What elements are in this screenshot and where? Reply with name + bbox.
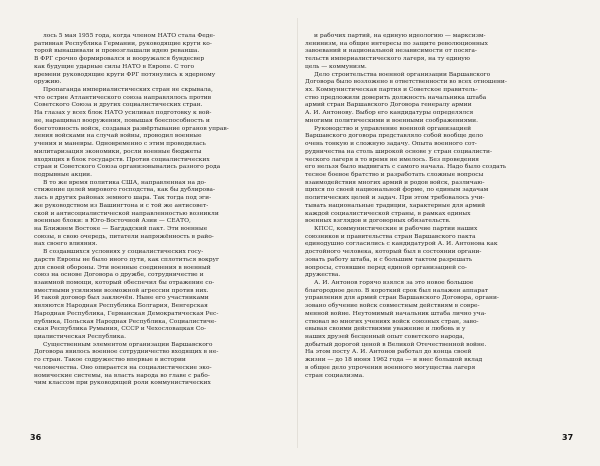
text-line: жизни — до 18 июня 1962 года — и внес большой вклад xyxy=(305,356,483,364)
text-line: евывая своими действиями уважение и любовь и у xyxy=(305,325,466,333)
text-line: дарств Европы не было иного пути, как сплотиться вокруг xyxy=(34,255,220,263)
text-line: В то же время политика США, направленная на до- xyxy=(43,178,207,186)
text-line: лось 5 мая 1955 года, когда членом НАТО стала Феде- xyxy=(43,32,215,39)
text-line: же руководством из Вашингтона и с той же антисовет- xyxy=(34,201,209,209)
text-line: Народная Республика, Германская Демократическая Рес- xyxy=(34,309,219,317)
text-line: Варшавского договора представляло собой вообще дело xyxy=(305,132,483,140)
text-line: добытый дорогой ценой в Великой Отечественной войне. xyxy=(305,340,487,348)
paragraph xyxy=(34,179,294,248)
paragraph xyxy=(34,341,294,387)
text-line: В ФРГ срочно формировался и вооружался бундесвер xyxy=(34,55,205,63)
text-line: торой вынашивали и провозглашали идею реванша. xyxy=(34,47,200,55)
right-page-text xyxy=(305,32,565,430)
text-line: Дело строительства военной организации Варшавского xyxy=(314,70,491,78)
text-line: политических целей и задач. При этом требовалось учи- xyxy=(305,194,485,202)
text-line: ская Республика Румыния, СССР и Чехословацкая Со- xyxy=(34,325,206,333)
text-line: Договора явилось военное сотрудничество входящих в не- xyxy=(34,348,219,356)
text-line: стран социализма. xyxy=(305,371,365,379)
paragraph xyxy=(34,248,294,341)
page-number-left: 36 xyxy=(30,433,42,442)
text-line: лась в других районах земного шара. Так тогда под эги- xyxy=(34,194,212,202)
text-line: ство предложили доверить должность начальника штаба xyxy=(305,93,487,101)
text-line: не, наращивал вооружения, повышая боеспособность и xyxy=(34,116,210,124)
text-line: го стран. Такое содружество впервые в истории xyxy=(34,356,186,364)
page-gutter xyxy=(297,18,298,448)
paragraph xyxy=(34,86,294,179)
text-line: человечества. Оно опирается на социалистические эко- xyxy=(34,363,212,371)
text-line: завоеваний и национальной независимости от посяга- xyxy=(305,47,477,55)
text-line: ской и антисоциалистической направленностью возникли xyxy=(34,209,219,217)
text-line: Существенным элементом организации Варшавского xyxy=(43,340,213,348)
text-line: союз на основе Договора о дружбе, сотрудничестве и xyxy=(34,271,204,279)
text-line: А. И. Антонов горячо взялся за это новое большое xyxy=(314,279,474,286)
text-line: На глазах у всех блок НАТО усиливал подготовку к вой- xyxy=(34,109,212,117)
text-line: времени руководящие круги ФРГ потянулись к ядерному xyxy=(34,70,216,78)
text-line: публика, Польская Народная Республика, Социалистиче- xyxy=(34,317,217,325)
text-line: ствовал во многих учениях войск союзных стран, заво- xyxy=(305,317,479,325)
paragraph xyxy=(305,279,565,379)
text-line: наших друзей бесценный опыт советского народа, xyxy=(305,333,465,341)
text-line: и рабочих партий, на единую идеологию — марксизм- xyxy=(314,32,486,39)
text-line: цель — коммунизм. xyxy=(305,62,367,70)
text-line: милитаризация экономики, росли военные бюджеты xyxy=(34,147,202,155)
text-line: военных взглядов и договорных обязательств. xyxy=(305,217,451,225)
text-line: на Ближнем Востоке — Багдадский пакт. Эти военные xyxy=(34,224,208,232)
text-line: стран и Советского Союза организовывались разного рода xyxy=(34,163,221,171)
paragraph xyxy=(305,32,565,71)
text-line: каждой социалистической страны, в рамках единых xyxy=(305,209,471,217)
text-line: Пропаганда империалистических стран не скрывала, xyxy=(43,86,213,94)
text-line: многими политическими и военными соображениями. xyxy=(305,116,478,124)
text-line: ления войсками на случай войны, проводил военные xyxy=(34,132,202,140)
text-line: тельств империалистического лагеря, на ту единую xyxy=(305,55,470,63)
text-line: А. И. Антонову. Выбор его кандидатуры определялся xyxy=(305,109,474,117)
text-line: боеготовность войск, создавая развёртывание органов управ- xyxy=(34,124,229,132)
text-line: как будущие ударные силы НАТО в Европе. С того xyxy=(34,62,195,70)
text-line: военные блоки: в Юго-Восточной Азии — СЕАТО, xyxy=(34,217,191,225)
text-line: И такой договор был заключён. Ныне его участниками xyxy=(34,294,209,302)
text-line: единодушно согласились с кандидатурой А. И. Антонова как xyxy=(305,240,498,248)
text-line: циалистическая Республика. xyxy=(34,333,126,341)
text-line: управления для армий стран Варшавского Договора, органи- xyxy=(305,294,499,302)
text-line: его нельзя было выдвигать с самого начала. Надо было создать xyxy=(305,163,507,171)
text-line: ленинизм, на общие интересы по защите революционных xyxy=(305,39,488,47)
text-line: учения и маневры. Одновременно с этим проводилась xyxy=(34,140,206,148)
text-line: Советского Союза и других социалистических стран. xyxy=(34,101,203,109)
text-line: менной войне. Неутомимый начальник штаба лично уча- xyxy=(305,309,487,317)
text-line: нах своего влияния. xyxy=(34,240,98,248)
text-line: номические системы, на власть народа во главе с рабо- xyxy=(34,371,210,379)
text-line: достойного человека, который был в состоянии органи- xyxy=(305,248,482,256)
text-line: очень тонкую и сложную задачу. Опыта военного сот- xyxy=(305,140,477,148)
left-page-text xyxy=(34,32,294,430)
text-line: стижение целей мирового господства, как бы дублирова- xyxy=(34,186,215,194)
text-line: армий стран Варшавского Договора генералу армии xyxy=(305,101,472,109)
text-line: тывать национальные традиции, характерные для армий xyxy=(305,201,486,209)
text-line: взаимной помощи, который обеспечил бы отражение со- xyxy=(34,279,215,286)
text-line: чим классом при руководящей роли коммунистических xyxy=(34,379,211,387)
text-line: оружию. xyxy=(34,78,62,86)
text-line: входящих в блок государств. Против социалистических xyxy=(34,155,210,163)
text-line: тесное боевое братство и разработать сложные вопросы xyxy=(305,170,484,178)
paragraph xyxy=(305,125,565,225)
text-line: вместными усилиями возможной агрессии против них. xyxy=(34,286,209,294)
text-line: союзы, в свою очередь, питатели напряжённость в райо- xyxy=(34,232,214,240)
text-line: ях. Коммунистическая партия и Советское правитель- xyxy=(305,86,478,94)
text-line: союзников и правительства стран Варшавского пакта xyxy=(305,232,476,240)
text-line: зовать работу штаба, и с большим тактом разрешать xyxy=(305,255,473,263)
text-line: КПСС, коммунистические и рабочие партии наших xyxy=(314,224,478,232)
text-line: взаимодействия многих армий и родов войск, различаю- xyxy=(305,178,485,186)
text-line: подрывные акции. xyxy=(34,170,93,178)
text-line: вопросы, стоявшие перед единой организацией со- xyxy=(305,263,467,271)
text-line: На этом посту А. И. Антонов работал до конца своей xyxy=(305,348,472,356)
paragraph xyxy=(34,32,294,86)
text-line: ческого лагеря в то время не имелось. Без проведения xyxy=(305,155,480,163)
text-line: для своей обороны. Эти военные соединения в военный xyxy=(34,263,211,271)
text-line: Руководство и управление военной организацией xyxy=(314,124,472,132)
paragraph xyxy=(305,225,565,279)
text-line: зовано обучение войск совместным действиям в совре- xyxy=(305,302,480,310)
text-line: в общее дело упрочения военного могущества лагеря xyxy=(305,363,476,371)
text-line: ративная Республика Германии, руководящие круги ко- xyxy=(34,39,212,47)
text-line: благородное дело. В короткий срок был налажен аппарат xyxy=(305,286,489,294)
page-number-right: 37 xyxy=(562,433,574,442)
text-line: Договора было возложено в ответственности во всех отношени- xyxy=(305,78,507,86)
text-line: рудничества на столь широкой основе у стран социалисти- xyxy=(305,147,492,155)
text-line: щихся по своей национальной форме, по единым задачам xyxy=(305,186,489,194)
text-line: В создавшихся условиях у социалистических госу- xyxy=(43,248,204,256)
text-line: дружества. xyxy=(305,271,341,279)
text-line: что острие Атлантического союза направлялось против xyxy=(34,93,212,101)
paragraph xyxy=(305,71,565,125)
text-line: являются Народная Республика Болгария, Венгерская xyxy=(34,302,208,310)
